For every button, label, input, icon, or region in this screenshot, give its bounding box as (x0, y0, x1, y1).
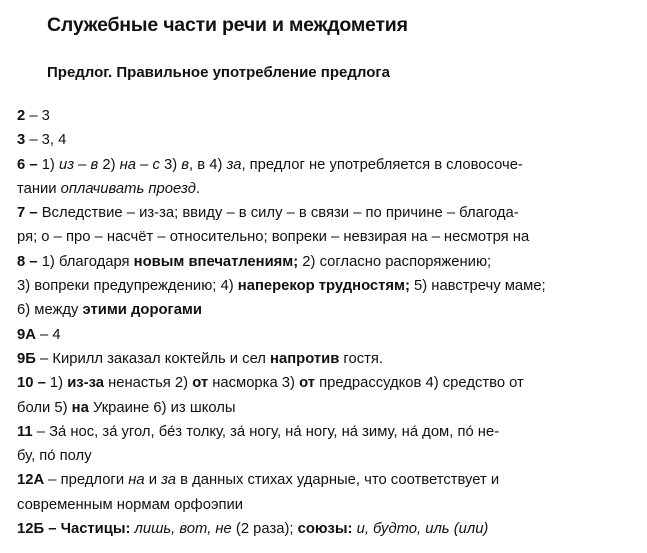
italic-text: из – в (58, 156, 99, 173)
text-segment: – предлоги (44, 472, 129, 489)
answer-line (17, 444, 637, 468)
italic-text: и, будто, иль (или) (356, 521, 489, 538)
text-segment: 6) между (17, 302, 83, 319)
bold-text: 9А (17, 326, 36, 343)
bold-text: новым впечатлениям; (133, 253, 299, 270)
answer-line (17, 517, 637, 541)
answer-line (17, 371, 637, 395)
answer-line (17, 493, 637, 517)
text-segment: 3) (159, 156, 182, 173)
bold-text: наперекор трудностям; (237, 278, 410, 295)
italic-text: на (128, 472, 145, 489)
text-segment: . (195, 180, 201, 197)
answer-line (17, 225, 637, 249)
answer-line (17, 420, 637, 444)
text-segment: 1) (45, 375, 68, 392)
text-segment: – 3, 4 (25, 132, 67, 149)
bold-text: от (299, 375, 315, 392)
bold-text: этими дорогами (82, 302, 202, 319)
bold-text: 3 (17, 132, 26, 149)
answer-line (17, 468, 637, 492)
bold-text: 11 (17, 423, 33, 440)
answer-line (17, 323, 637, 347)
text-segment: – 3 (25, 108, 50, 124)
text-segment: гостя. (339, 350, 384, 367)
section-subtitle: Предлог. Правильное употребление предлога (47, 64, 390, 81)
italic-text: оплачивать проезд (60, 180, 196, 197)
text-segment: 5) навстречу маме; (409, 278, 546, 295)
answers-body (17, 104, 637, 541)
bold-text: из-за (67, 375, 104, 392)
bold-text: 8 – (17, 253, 38, 270)
answer-line (17, 153, 637, 177)
text-segment: предрассудков 4) средство от (314, 375, 524, 392)
text-segment: современным нормам орфоэпии (17, 496, 244, 513)
answer-line (17, 250, 637, 274)
text-segment: Украине 6) из школы (88, 399, 236, 416)
text-segment: , предлог не употребляется в словосоче- (241, 156, 523, 173)
text-segment: – За́ нос, за́ угол, бе́з толку, за́ ногу, на́ ногу, на́ зиму, на́ дом, по́ не- (32, 423, 500, 440)
text-segment: 1) благодаря (37, 253, 134, 270)
text-segment: насморка 3) (208, 375, 300, 392)
bold-text: 6 – (17, 156, 38, 173)
answer-line (17, 347, 637, 371)
answer-line (17, 298, 637, 322)
bold-text: 7 – (17, 205, 38, 222)
answer-line (17, 396, 637, 420)
bold-text: Частицы: (60, 521, 131, 538)
answer-line (17, 104, 637, 128)
bold-text: 10 – (17, 375, 46, 392)
text-segment: Вследствие – из-за; ввиду – в силу – в связи – по причине – благода- (37, 205, 519, 222)
page-title: Служебные части речи и междометия (47, 14, 408, 36)
text-segment: в данных стихах ударные, что соответствует и (176, 472, 500, 489)
bold-text: 2 (17, 108, 26, 124)
italic-text: на – с (119, 156, 160, 173)
bold-text: напротив (270, 350, 340, 367)
text-segment: тании (17, 180, 61, 197)
bold-text: на (71, 399, 89, 416)
text-segment: 3) вопреки предупреждению; 4) (17, 278, 238, 295)
answer-line (17, 128, 637, 152)
text-segment: и (144, 472, 162, 489)
text-segment: (2 раза); (231, 521, 298, 538)
italic-text: за (226, 156, 242, 173)
italic-text: за (161, 472, 177, 489)
bold-text: 9Б (17, 350, 36, 367)
text-segment: ря; о – про – насчёт – относительно; вопреки – невзирая на – несмотря на (17, 229, 530, 246)
answer-line (17, 274, 637, 298)
text-segment: – 4 (35, 326, 61, 343)
bold-text: 12А (17, 472, 45, 489)
text-segment: ненастья 2) (103, 375, 193, 392)
text-segment: бу, по́ полу (17, 448, 92, 465)
text-segment: – Кирилл заказал коктейль и сел (35, 350, 271, 367)
bold-text: союзы: (297, 521, 353, 538)
text-segment: , в 4) (189, 156, 227, 173)
text-segment: 2) (98, 156, 120, 173)
answer-line (17, 201, 637, 225)
text-segment: 1) (37, 156, 59, 173)
italic-text: лишь, вот, не (134, 521, 232, 538)
text-segment: боли 5) (17, 399, 72, 416)
text-segment: 2) согласно распоряжению; (298, 253, 492, 270)
answer-line (17, 177, 637, 201)
italic-text: в (181, 156, 190, 173)
bold-text: 12Б – (17, 521, 57, 538)
bold-text: от (192, 375, 209, 392)
